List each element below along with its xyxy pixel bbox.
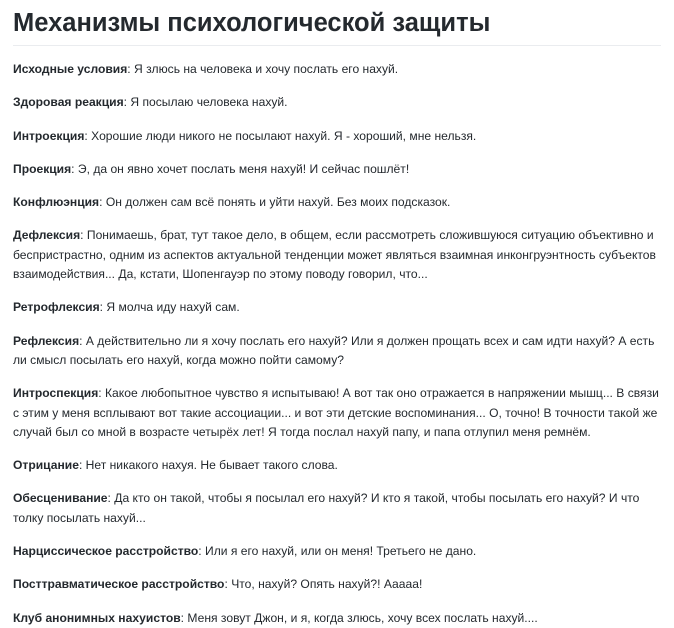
definition-text: Я злюсь на человека и хочу послать его нахуй. <box>134 62 399 76</box>
definition-text: Меня зовут Джон, и я, когда злюсь, хочу всех послать нахуй.... <box>187 610 538 625</box>
page-title: Механизмы психологической защиты <box>13 6 661 46</box>
definition-text: Я посылаю человека нахуй. <box>130 95 288 110</box>
definition-entry: Обесценивание: Да кто он такой, чтобы я посылал его нахуй? И кто я такой, чтобы посылать его нахуй? И что толку посылать нахуй... <box>13 491 640 525</box>
definition-entry: Интроспекция: Какое любопытное чувство я испытываю! А вот так оно отражается в напряжении мышц... В связи с этим у меня всплывают вот такие ассоциации... и вот эти детские воспоминания... О, точно! В точности такой же случай был со мной в возрасте четырёх лет! Я тогда послал нахуй папу, и папа отлупил меня ремнём. <box>13 386 659 439</box>
definition-entry: Дефлексия: Понимаешь, брат, тут такое дело, в общем, если рассмотреть сложившуюся ситуацию объективно и беспристрастно, одним из аспектов актуальной тенденции может являться взаимная инконгруэнтность субъектов взаимодействия... Да, кстати, Шопенгауэр по этому поводу говорил, что... <box>13 228 656 282</box>
definition-entry: Исходные условия: Я злюсь на человека и хочу послать его нахуй. <box>13 62 399 76</box>
definition-term: Ретрофлексия <box>13 300 100 315</box>
definition-term: Конфлюэнция <box>13 195 100 210</box>
definition-text: Какое любопытное чувство я испытываю! А вот так оно отражается в напряжении мышц... В связи с этим у меня всплывают вот такие ассоциации... и вот эти детские воспоминания... О, точно! В точности такой же случай был со мной в возрасте четырёх лет! Я тогда послал нахуй папу, и папа отлупил меня ремнём. <box>13 386 659 439</box>
definition-text: Хорошие люди никого не посылают нахуй. Я - хороший, мне нельзя. <box>91 128 477 143</box>
definitions-list <box>13 60 661 628</box>
definition-text: Я молча иду нахуй сам. <box>106 300 240 315</box>
definition-entry: Ретрофлексия: Я молча иду нахуй сам. <box>13 300 240 315</box>
definition-text: Нет никакого нахуя. Не бывает такого слова. <box>85 458 338 473</box>
definition-entry: Клуб анонимных нахуистов: Меня зовут Джон, и я, когда злюсь, хочу всех послать нахуй.... <box>13 610 538 625</box>
definition-text: Э, да он явно хочет послать меня нахуй! И сейчас пошлёт! <box>77 161 410 176</box>
definition-term: Проекция <box>13 161 72 176</box>
definition-term: Дефлексия <box>13 228 81 243</box>
definition-text: Да кто он такой, чтобы я посылал его нахуй? И кто я такой, чтобы посылать его нахуй? И что толку посылать нахуй... <box>13 491 640 525</box>
definition-term: Отрицание <box>13 458 79 473</box>
definition-entry: Конфлюэнция: Он должен сам всё понять и уйти нахуй. Без моих подсказок. <box>13 195 451 210</box>
definition-term: Рефлексия <box>13 333 80 348</box>
definition-entry: Интроекция: Хорошие люди никого не посылают нахуй. Я - хороший, мне нельзя. <box>13 128 477 143</box>
definition-entry: Нарциссическое расстройство: Или я его нахуй, или он меня! Третьего не дано. <box>13 544 477 559</box>
definition-term: Обесценивание <box>13 491 108 506</box>
definition-term: Посттравматическое расстройство <box>13 577 225 592</box>
definition-text: Понимаешь, брат, тут такое дело, в общем, если рассмотреть сложившуюся ситуацию объективно и беспристрастно, одним из аспектов актуальной тенденции может являться взаимная инконгруэнтность субъектов взаимодействия... Да, кстати, Шопенгауэр по этому поводу говорил, что... <box>13 228 656 282</box>
definition-term: Интроспекция <box>13 386 99 401</box>
definition-term: Здоровая реакция <box>13 95 124 110</box>
definition-text: Что, нахуй? Опять нахуй?! Ааааа! <box>231 577 423 592</box>
definition-text: Или я его нахуй, или он меня! Третьего не дано. <box>205 544 477 559</box>
definition-entry: Отрицание: Нет никакого нахуя. Не бывает такого слова. <box>13 458 338 473</box>
definition-text: А действительно ли я хочу послать его нахуй? Или я должен прощать всех и сам идти нахуй? А есть ли смысл посылать его нахуй, когда можно пойти самому? <box>13 333 655 367</box>
definition-entry: Посттравматическое расстройство: Что, нахуй? Опять нахуй?! Ааааа! <box>13 577 423 592</box>
definition-term: Исходные условия <box>13 62 128 76</box>
definition-term: Интроекция <box>13 128 85 143</box>
definition-entry: Рефлексия: А действительно ли я хочу послать его нахуй? Или я должен прощать всех и сам идти нахуй? А есть ли смысл посылать его нахуй, когда можно пойти самому? <box>13 333 655 367</box>
definition-term: Клуб анонимных нахуистов <box>13 610 181 625</box>
definition-text: Он должен сам всё понять и уйти нахуй. Без моих подсказок. <box>105 195 451 210</box>
definition-entry: Проекция: Э, да он явно хочет послать меня нахуй! И сейчас пошлёт! <box>13 161 410 176</box>
definition-entry: Здоровая реакция: Я посылаю человека нахуй. <box>13 95 288 110</box>
definition-term: Нарциссическое расстройство <box>13 544 199 559</box>
